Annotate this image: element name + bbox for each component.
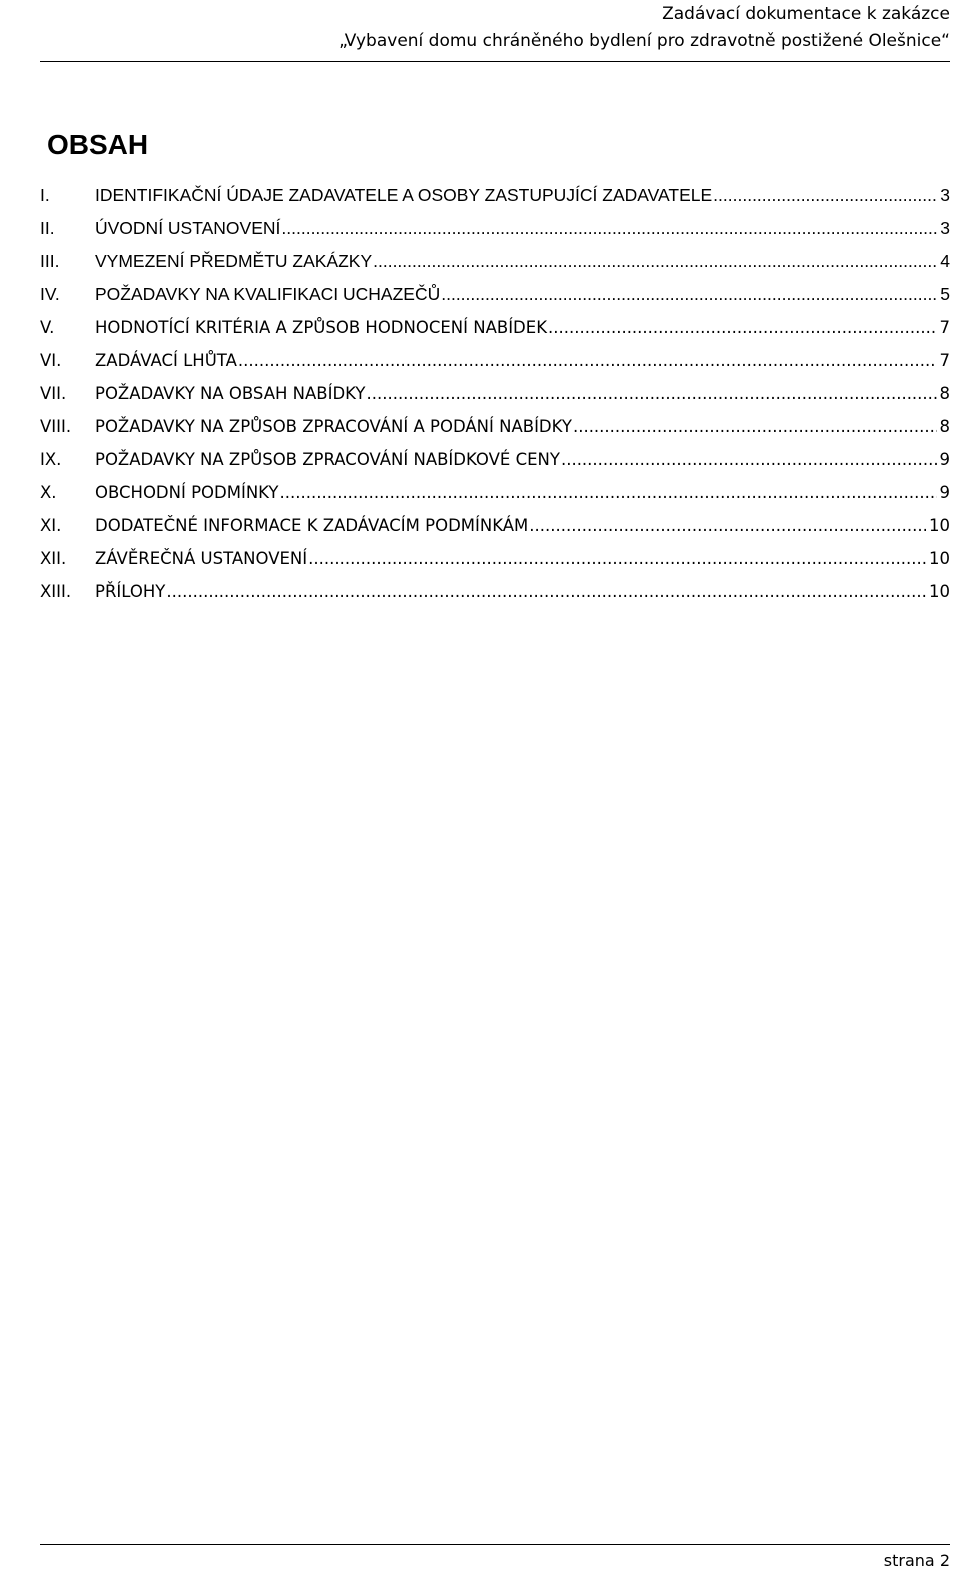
header-divider bbox=[40, 61, 950, 62]
header-contract-name: „Vybavení domu chráněného bydlení pro zdravotně postižené Olešnice“ bbox=[339, 31, 950, 51]
toc-entry[interactable] bbox=[40, 179, 950, 212]
toc-entry-number: III. bbox=[40, 251, 60, 271]
toc-entry-page: 4 bbox=[940, 251, 950, 271]
toc-entry[interactable] bbox=[40, 443, 950, 476]
toc-entry-page: 9 bbox=[939, 483, 950, 502]
toc-entry[interactable] bbox=[40, 377, 950, 410]
footer-divider bbox=[40, 1544, 950, 1545]
toc-dot-leader bbox=[280, 476, 937, 509]
toc-entry-title: VYMEZENÍ PŘEDMĚTU ZAKÁZKY bbox=[95, 251, 373, 271]
toc-dot-leader bbox=[548, 311, 936, 344]
toc-entry-page: 8 bbox=[939, 384, 950, 403]
toc-dot-leader bbox=[441, 278, 937, 311]
toc-entry-page: 7 bbox=[939, 351, 950, 370]
toc-dot-leader bbox=[529, 509, 926, 542]
toc-dot-leader bbox=[373, 245, 937, 278]
toc-entry-number: X. bbox=[40, 483, 57, 502]
toc-entry-title: ZADÁVACÍ LHŮTA bbox=[95, 351, 237, 370]
toc-entry-number: XIII. bbox=[40, 582, 72, 601]
toc-entry-page: 8 bbox=[939, 417, 950, 436]
toc-entry[interactable] bbox=[40, 410, 950, 443]
toc-entry-title: HODNOTÍCÍ KRITÉRIA A ZPŮSOB HODNOCENÍ NABÍDEK bbox=[95, 318, 548, 337]
toc-entry-page: 10 bbox=[929, 549, 950, 568]
toc-entry-number: VI. bbox=[40, 351, 62, 370]
toc-entry-title: ZÁVĚREČNÁ USTANOVENÍ bbox=[95, 549, 308, 568]
toc-entry[interactable] bbox=[40, 311, 950, 344]
toc-entry-page: 3 bbox=[940, 185, 950, 205]
toc-entry[interactable] bbox=[40, 575, 950, 608]
toc-dot-leader bbox=[281, 212, 937, 245]
toc-entry-number: II. bbox=[40, 218, 55, 238]
toc-entry-page: 10 bbox=[929, 582, 950, 601]
header-document-title: Zadávací dokumentace k zakázce bbox=[662, 4, 950, 24]
toc-entry[interactable] bbox=[40, 344, 950, 377]
page-header bbox=[339, 0, 950, 55]
toc-entry-number: VII. bbox=[40, 384, 67, 403]
toc-dot-leader bbox=[166, 575, 926, 608]
toc-dot-leader bbox=[573, 410, 937, 443]
toc-entry-page: 10 bbox=[929, 516, 950, 535]
toc-entry-page: 7 bbox=[939, 318, 950, 337]
toc-entry-title: DODATEČNÉ INFORMACE K ZADÁVACÍM PODMÍNKÁM bbox=[95, 516, 529, 535]
toc-entry[interactable] bbox=[40, 476, 950, 509]
toc-dot-leader bbox=[713, 179, 937, 212]
toc-entry-page: 5 bbox=[940, 284, 950, 304]
toc-entry-number: V. bbox=[40, 318, 55, 337]
toc-entry-title: OBCHODNÍ PODMÍNKY bbox=[95, 483, 279, 502]
toc-entry[interactable] bbox=[40, 212, 950, 245]
toc-entry[interactable] bbox=[40, 278, 950, 311]
toc-dot-leader bbox=[238, 344, 937, 377]
toc-entry-number: XI. bbox=[40, 516, 62, 535]
toc-entry-page: 9 bbox=[939, 450, 950, 469]
toc-entry-title: ÚVODNÍ USTANOVENÍ bbox=[95, 218, 281, 238]
toc-entry-page: 3 bbox=[940, 218, 950, 238]
toc-entry-title: IDENTIFIKAČNÍ ÚDAJE ZADAVATELE A OSOBY ZASTUPUJÍCÍ ZADAVATELE bbox=[95, 185, 713, 205]
toc-entry-number: I. bbox=[40, 185, 50, 205]
toc-entry[interactable] bbox=[40, 509, 950, 542]
page-number: strana 2 bbox=[883, 1551, 950, 1570]
toc-entry-number: XII. bbox=[40, 549, 67, 568]
toc-entry-number: VIII. bbox=[40, 417, 72, 436]
toc-entry[interactable] bbox=[40, 245, 950, 278]
table-of-contents bbox=[40, 179, 950, 608]
toc-entry-title: POŽADAVKY NA OBSAH NABÍDKY bbox=[95, 384, 366, 403]
toc-entry-number: IV. bbox=[40, 284, 60, 304]
toc-entry[interactable] bbox=[40, 542, 950, 575]
toc-entry-number: IX. bbox=[40, 450, 62, 469]
toc-entry-title: POŽADAVKY NA KVALIFIKACI UCHAZEČŮ bbox=[95, 284, 441, 304]
toc-entry-title: POŽADAVKY NA ZPŮSOB ZPRACOVÁNÍ NABÍDKOVÉ CENY bbox=[95, 450, 560, 469]
toc-dot-leader bbox=[366, 377, 936, 410]
toc-dot-leader bbox=[308, 542, 926, 575]
toc-dot-leader bbox=[561, 443, 937, 476]
toc-entry-title: POŽADAVKY NA ZPŮSOB ZPRACOVÁNÍ A PODÁNÍ NABÍDKY bbox=[95, 417, 572, 436]
toc-heading: OBSAH bbox=[47, 129, 149, 160]
toc-entry-title: PŘÍLOHY bbox=[95, 582, 166, 601]
